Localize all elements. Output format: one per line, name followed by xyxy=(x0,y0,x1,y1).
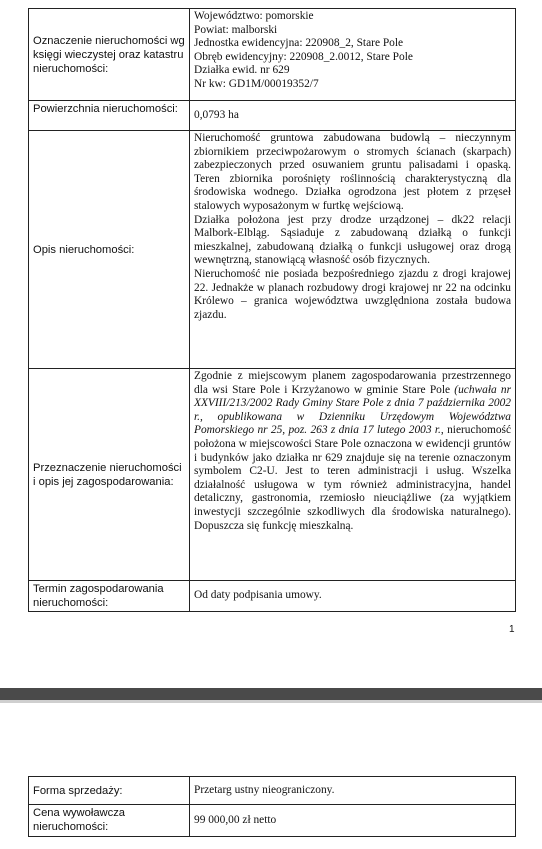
land-register-line: Nr kw: GD1M/00019352/7 xyxy=(194,77,319,90)
row-purpose xyxy=(29,369,516,581)
unit-line: Jednostka ewidencyjna: 220908_2, Stare Pole xyxy=(194,37,404,50)
price-label: Cena wywoławcza nieruchomości: xyxy=(29,805,190,837)
county-line: Powiat: malborski xyxy=(194,23,278,36)
page-number: 1 xyxy=(509,624,515,635)
designation-label: Oznaczenie nieruchomości wg księgi wieczystej oraz katastru nieruchomości: xyxy=(29,9,190,101)
sale-form-value: Przetarg ustny nieograniczony. xyxy=(190,777,516,805)
description-label: Opis nieruchomości: xyxy=(29,131,190,369)
row-sale-form xyxy=(29,777,516,805)
purpose-text-b: , nieruchomość położona w miejscowości Stare Pole oznaczona w ewidencji gruntów i budynków jako działka nr 629 znajduje się na terenie oznaczonym symbolem C2-U. Jest to teren administracji i usług. Wszelka działalność usługowa w tym również administracyjna, handel detaliczny, gastronomia, rzemiosło nieuciążliwe (za wyjątkiem inwestycji szczególnie szkodliwych dla środowiska naturalnego). Dopuszcza się funkcję mieszkalną. xyxy=(194,424,511,532)
term-value: Od daty podpisania umowy. xyxy=(190,581,516,612)
row-designation xyxy=(29,9,516,101)
purpose-value xyxy=(190,369,516,581)
document-page-2 xyxy=(0,703,542,849)
sale-table xyxy=(28,776,516,837)
property-table xyxy=(28,8,516,612)
term-label: Termin zagospodarowania nieruchomości: xyxy=(29,581,190,612)
page-separator xyxy=(0,688,542,700)
description-paragraph-1: Nieruchomość gruntowa zabudowana budowlą – nieczynnym zbiornikiem przeciwpożarowym o stromych ścianach (skarpach) zabezpieczonych przed osuwaniem gruntu palisadami i opaską. Teren zbiornika porośnięty roślinnością charakterystyczną dla środowiska wodnego. Działka ogrodzona jest płotem z przęseł stalowych wyposażonym w furtkę wejściową. xyxy=(194,132,511,212)
description-paragraph-3: Nieruchomość nie posiada bezpośredniego zjazdu z drogi krajowej 22. Jednakże w planach rozbudowy drogi krajowej nr 22 na odcinku Królewo – granica województwa uwzględniona została budowa zjazdu. xyxy=(194,267,511,321)
description-value xyxy=(190,131,516,369)
purpose-text-a: Zgodnie z miejscowym planem zagospodarowania przestrzennego dla wsi Stare Pole i Krzyżanowo w gminie Stare Pole xyxy=(194,370,511,396)
purpose-label: Przeznaczenie nieruchomości i opis jej zagospodarowania: xyxy=(29,369,190,581)
area-value: 0,0793 ha xyxy=(190,101,516,131)
row-area xyxy=(29,101,516,131)
purpose-resolution-citation: (uchwała nr XXVIII/213/2002 Rady Gminy Stare Pole z dnia 7 października 2002 r., opublikowana w Dzienniku Urzędowym Województwa Pomorskiego nr 25, poz. 263 z dnia 17 lutego 2003 r. xyxy=(194,383,512,437)
sale-form-label: Forma sprzedaży: xyxy=(29,777,190,805)
precinct-line: Obręb ewidencyjny: 220908_2.0012, Stare Pole xyxy=(194,50,413,63)
designation-value xyxy=(190,9,516,101)
price-value: 99 000,00 zł netto xyxy=(190,805,516,837)
row-description xyxy=(29,131,516,369)
row-term xyxy=(29,581,516,612)
description-paragraph-2: Działka położona jest przy drodze urządzonej – dk22 relacji Malbork-Elbląg. Sąsiaduje z zabudowaną działką o funkcji mieszkalnej, zabudowaną działką o funkcji usługowej oraz drogą wewnętrzną, stanowiącą własność osób fizycznych. xyxy=(194,213,511,267)
plot-line: Działka ewid. nr 629 xyxy=(194,64,290,77)
row-price xyxy=(29,805,516,837)
voivodeship-line: Województwo: pomorskie xyxy=(194,10,314,22)
area-label: Powierzchnia nieruchomości: xyxy=(29,101,190,131)
